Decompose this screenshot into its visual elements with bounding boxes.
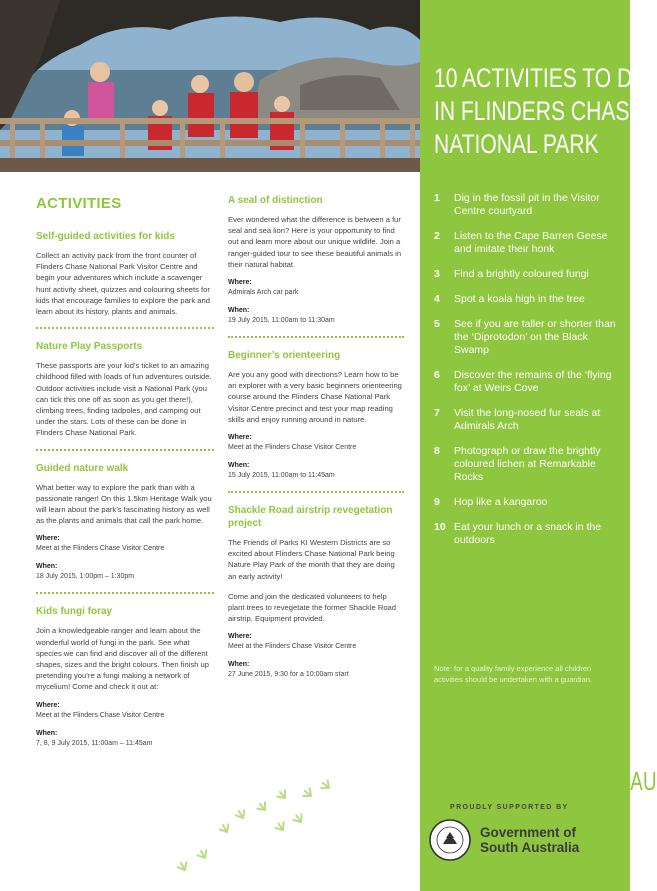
activity-list: [434, 192, 624, 559]
where-label: Where:: [36, 701, 60, 709]
activity-item: [434, 318, 624, 357]
when-value: 19 July 2015, 11:00am to 11:30am: [228, 317, 335, 325]
when-value: 18 July 2015, 1:00pm – 1:30pm: [36, 573, 135, 581]
activity-number: 2: [434, 230, 440, 242]
government-logo: [428, 818, 628, 866]
activity-text: See if you are taller or shorter than the ‘Diprotodon’ on the Black Swamp: [454, 318, 616, 356]
sidebar-panel: [420, 0, 657, 891]
activity-item: [434, 268, 624, 281]
activity-text: Photograph or draw the brightly coloured lichen at Remarkable Rocks: [454, 445, 601, 483]
fungi-body: Join a knowledgeable ranger and learn about the wonderful world of fungi in the park. See what species we can find and discover all of the different shapes, sizes and the bright colours. Then finish up pretending you’re a fungi making a network of mycelium! Come and check it out at:: [36, 626, 209, 692]
government-name-line-2: South Australia: [480, 840, 580, 855]
sidebar-title: [434, 62, 649, 161]
when-value: 15 July 2015, 11:00am to 11:45am: [228, 472, 335, 480]
where-value: Meet at the Flinders Chase Visitor Centre: [36, 545, 165, 553]
dotted-divider: [228, 491, 404, 493]
when-label: When:: [228, 661, 250, 669]
hero-photo: [0, 0, 420, 172]
where-value: Meet at the Flinders Chase Visitor Centre: [228, 643, 357, 651]
where-value: Meet at the Flinders Chase Visitor Centre: [36, 711, 165, 719]
sidebar-title-line-1: 10 ACTIVITIES TO DO: [434, 63, 649, 93]
activity-item: [434, 192, 624, 218]
when-value: 7, 8, 9 July 2015, 11:00am – 11:45am: [36, 739, 153, 747]
activity-number: 6: [434, 369, 440, 381]
self-guided-title: Self-guided activities for kids: [36, 231, 175, 242]
activity-number: 1: [434, 192, 440, 204]
shackle-body-1: The Friends of Parks KI Western Districts are so excited about Flinders Chase National Park being Nature Play Park of the month that they are doing an early activity!: [228, 538, 395, 581]
activity-text: Listen to the Cape Barren Geese and imitate their honk: [454, 230, 608, 255]
activity-item: [434, 445, 624, 484]
when-label: When:: [36, 563, 58, 571]
sa-crest-icon: [428, 818, 472, 862]
activity-text: Dig in the fossil pit in the Visitor Centre courtyard: [454, 192, 600, 217]
guardian-note: Note: for a quality family experience all children activities should be undertaken with a guardian.: [434, 664, 593, 684]
activity-item: [434, 230, 624, 256]
middle-column: [228, 190, 404, 680]
where-label: Where:: [36, 535, 60, 543]
when-label: When:: [36, 729, 58, 737]
activity-text: Visit the long-nosed fur seals at Admirals Arch: [454, 407, 601, 432]
activity-number: 3: [434, 268, 440, 280]
activity-item: [434, 369, 624, 395]
activity-text: Find a brightly coloured fungi: [454, 268, 589, 280]
website-link[interactable]: NATUREPLAYSA.ORG.AU: [424, 766, 657, 796]
nature-walk-body: What better way to explore the park than with a passionate ranger! On this 1.5km Heritage Walk you will learn about the park’s fascinating history as well as the plants and animals that call the park home.: [36, 482, 212, 526]
dotted-divider: [36, 327, 214, 329]
passports-body: These passports are your kid’s ticket to an amazing childhood filled with loads of fun adventures outside. Outdoor activities include visit a National Park (you can tick this one off as soon as you get there!), climbing trees, finding tadpoles, and camping out under the stars. Lots of these can be done in Flinders Chase National Park.: [36, 361, 212, 438]
footprints-decoration: [175, 770, 425, 885]
activity-number: 4: [434, 293, 440, 305]
passports-title: Nature Play Passports: [36, 341, 143, 353]
dotted-divider: [228, 336, 404, 338]
nature-walk-title: Guided nature walk: [36, 462, 129, 474]
orienteering-body: Are you any good with directions? Learn how to be an explorer with a very basic beginners orienteering course around the Flinders Chase National Park Visitor Centre precinct and test your map reading skills and enjoy running around in nature.: [228, 370, 402, 424]
activity-text: Eat your lunch or a snack in the outdoors: [454, 521, 602, 546]
activity-number: 9: [434, 496, 440, 508]
fungi-title: Kids fungi foray: [36, 606, 113, 618]
activity-item: [434, 293, 624, 306]
when-label: When:: [228, 307, 250, 315]
shackle-title: Shackle Road airstrip revegetation project: [228, 505, 393, 530]
activity-text: Discover the remains of the ‘flying fox’ at Weirs Cove: [454, 369, 612, 394]
government-name-line-1: Government of: [480, 825, 577, 840]
activity-item: [434, 496, 624, 509]
where-label: Where:: [228, 434, 252, 442]
seal-body: Ever wondered what the difference is between a fur seal and sea lion? Here is your opportunity to find out and learn more about our unique wildlife. Join a ranger-guided tour to see these beautiful animals in their natural habitat.: [228, 215, 402, 269]
shackle-body-2: Come and join the dedicated volunteers to help plant trees to revegetate the former Shackle Road airstrip. Equipment provided.: [228, 591, 397, 624]
seal-title: A seal of distinction: [228, 195, 323, 206]
activities-heading: ACTIVITIES: [36, 195, 122, 212]
dotted-divider: [36, 449, 214, 451]
where-value: Admirals Arch car park: [228, 289, 299, 297]
when-label: When:: [228, 462, 250, 470]
supported-by-label: PROUDLY SUPPORTED BY: [450, 804, 569, 811]
where-label: Where:: [228, 279, 252, 287]
activity-number: 5: [434, 318, 440, 330]
orienteering-title: Beginner’s orienteering: [228, 350, 341, 362]
where-value: Meet at the Flinders Chase Visitor Centre: [228, 444, 357, 452]
activity-number: 8: [434, 445, 440, 457]
activity-text: Hop like a kangaroo: [454, 496, 548, 508]
government-name: [480, 825, 579, 855]
left-column: [36, 190, 214, 749]
when-value: 27 June 2015, 9:30 for a 10:00am start: [228, 671, 349, 679]
hero-photo-illustration: [0, 0, 420, 172]
activity-number: 7: [434, 407, 440, 419]
activity-item: [434, 407, 624, 433]
where-label: Where:: [228, 633, 252, 641]
sidebar-title-line-2: IN FLINDERS CHASE: [434, 96, 644, 126]
self-guided-body: Collect an activity pack from the front counter of Flinders Chase National Park Visitor Centre and begin your adventures which include a scavenger hunt activity sheet, quizzes and colouring sheets for kids that encourage families to explore the park and learn about its history, plants and animals.: [36, 251, 210, 317]
sidebar-title-line-3: NATIONAL PARK: [434, 129, 599, 159]
activity-text: Spot a koala high in the tree: [454, 293, 585, 305]
activity-number: 10: [434, 521, 446, 533]
activity-item: [434, 521, 624, 547]
dotted-divider: [36, 592, 214, 594]
